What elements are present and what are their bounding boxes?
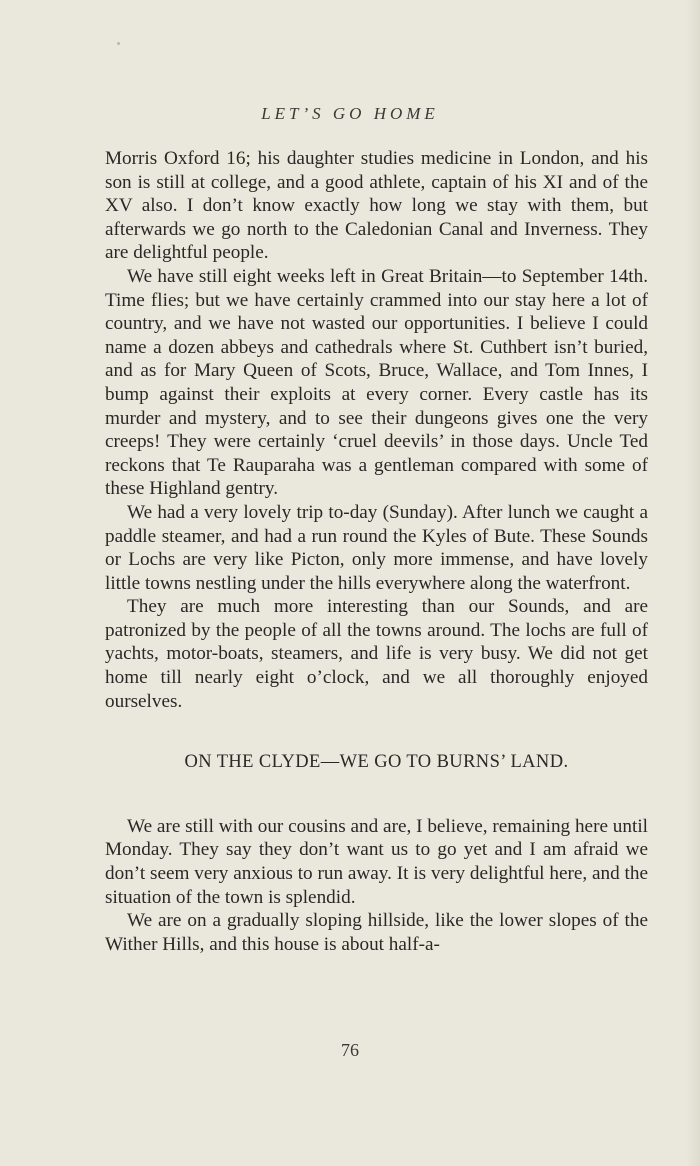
paragraph-great-britain: We have still eight weeks left in Great Britain—to September 14th. Time flies; but we have certainly crammed into our stay here a lot of country, and we have not wasted our opportunities. I believe I could name a dozen abbeys and cathedrals where St. Cuthbert isn’t buried, and as for Mary Queen of Scots, Bruce, Wallace, and Tom Innes, I bump against their exploits at every corner. Every castle has its murder and mystery, and to see their dungeons gives one the very creeps! They were certainly ‘cruel deevils’ in those days. Uncle Ted reckons that Te Rauparaha was a gentleman compared with some of these Highland gentry. (105, 265, 648, 500)
section-heading: ON THE CLYDE—WE GO TO BURNS’ LAND. (184, 752, 569, 773)
paragraph-sounds: They are much more interesting than our Sounds, and are patronized by the people of all the towns around. The lochs are full of yachts, motor-boats, steamers, and life is very busy. We did not get home till nearly eight o’clock, and we all thoroughly enjoyed ourselves. (105, 596, 648, 712)
paragraph-kyles-of-bute: We had a very lovely trip to-day (Sunday). After lunch we caught a paddle steamer, and had a run round the Kyles of Bute. These Sounds or Lochs are very like Picton, only more immense, and have lovely little towns nestling under the hills everywhere along the waterfront. (105, 501, 648, 594)
paragraph-cousins: We are still with our cousins and are, I believe, remaining here until Monday. They say they don’t want us to go yet and I am afraid we don’t seem very anxious to run away. It is very delightful here, and the situation of the town is splendid. (105, 815, 648, 908)
paper-speck (117, 42, 120, 45)
running-head: LET’S GO HOME (261, 104, 439, 123)
paragraph-hillside: We are on a gradually sloping hillside, like the lower slopes of the Wither Hills, and this house is about half-a- (105, 910, 648, 955)
paragraph-continuation: Morris Oxford 16; his daughter studies medicine in London, and his son is still at college, and a good athlete, captain of his XI and of the XV also. I don’t know exactly how long we stay with them, but afterwards we go north to the Caledonian Canal and Inverness. They are delightful people. (105, 148, 648, 264)
page-number: 76 (341, 1040, 359, 1060)
body-text (105, 147, 648, 956)
page-edge-shadow (686, 0, 700, 1166)
